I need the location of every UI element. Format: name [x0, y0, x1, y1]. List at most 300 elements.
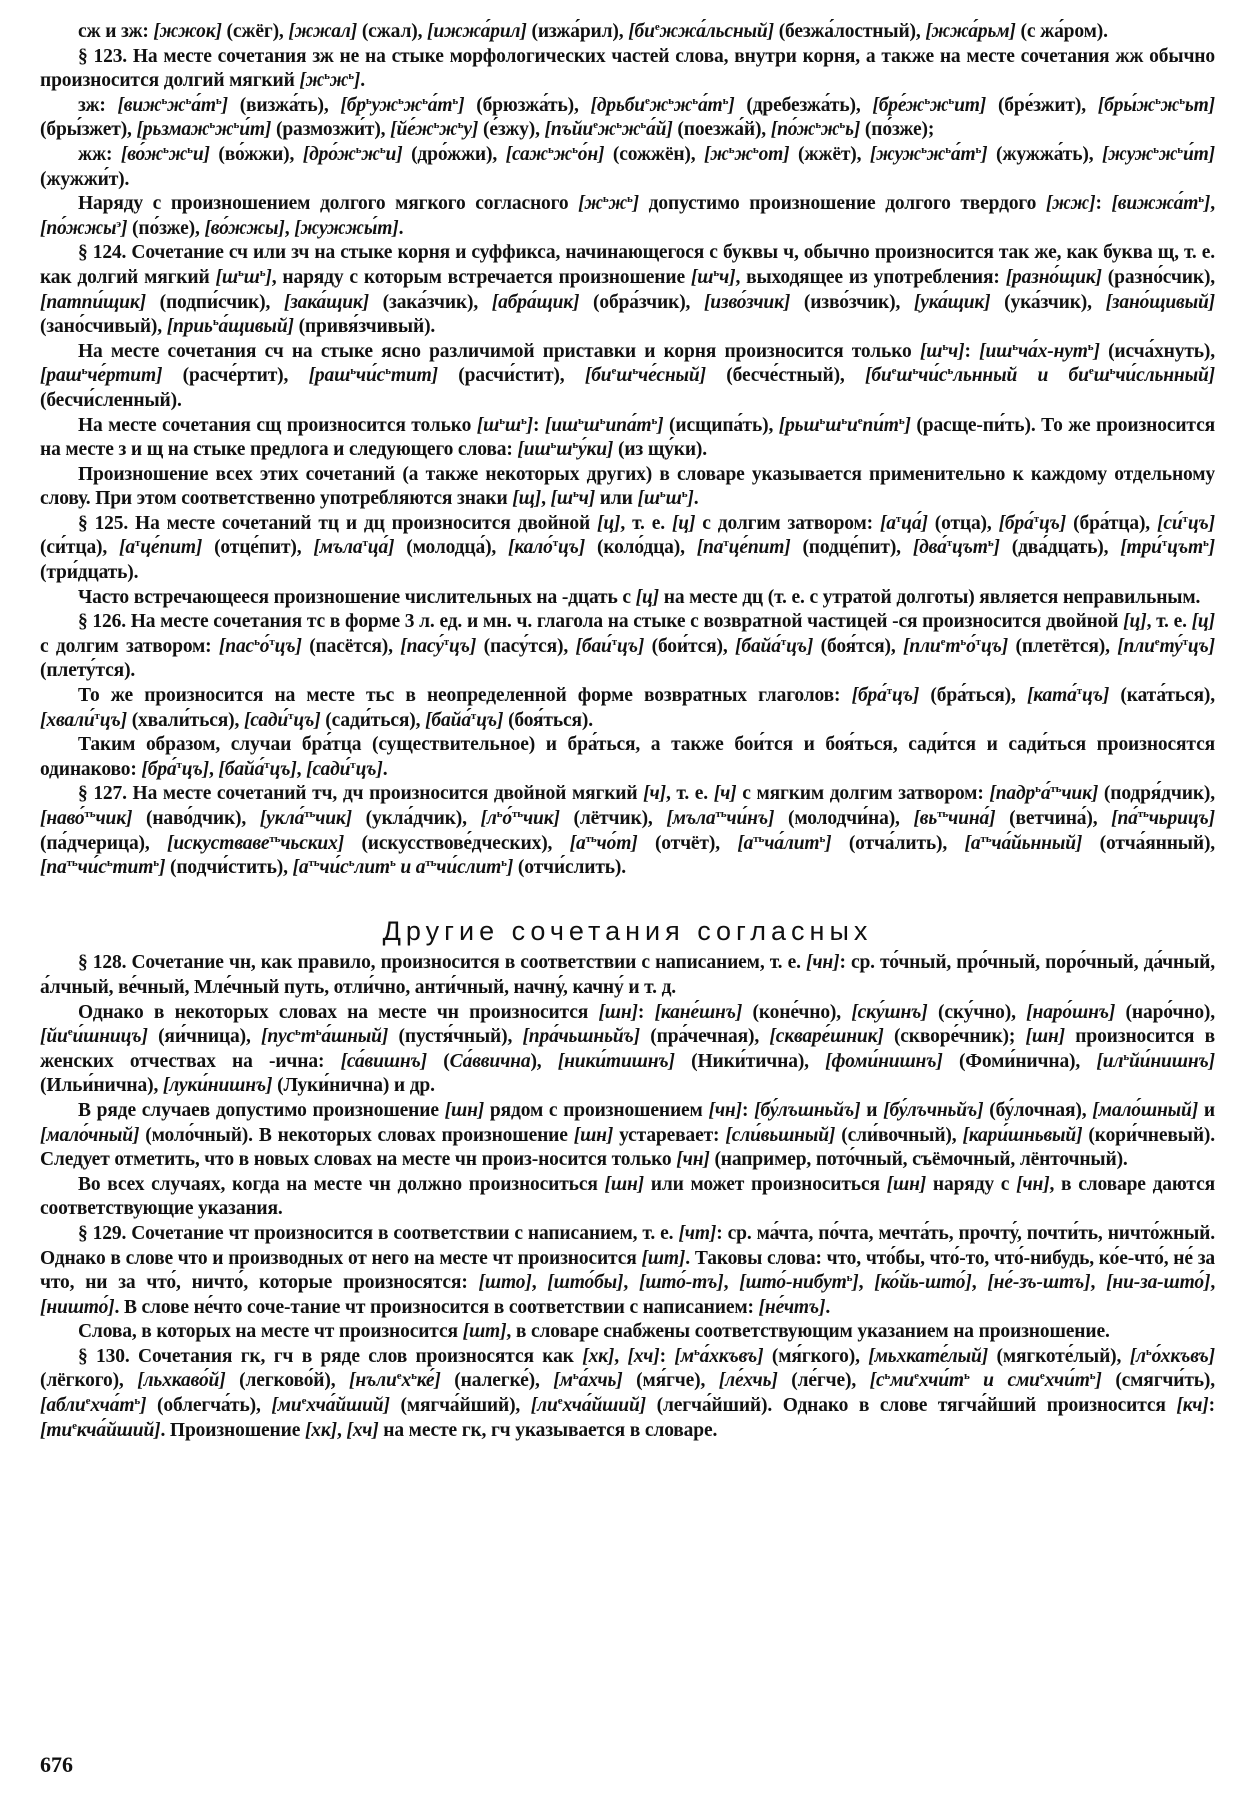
superscript: е [914, 1370, 919, 1383]
text: (отча́лить), [831, 832, 965, 854]
term: чн [368, 1173, 391, 1195]
transcription: че́сный] [637, 365, 706, 387]
paragraphs-after-heading [40, 951, 1215, 1443]
term: -дцать [561, 586, 618, 608]
term: дц [363, 512, 385, 534]
text: , т. е. как долгий мягкий [40, 242, 1215, 288]
text: на стыке корня и суффикса, начинающегося с буквы [309, 242, 784, 264]
text: : [637, 1001, 655, 1023]
transcription: [жжок] [153, 21, 222, 42]
transcription: чи́с [918, 365, 948, 387]
text: , [858, 1272, 875, 1294]
transcription: [што́-нибут [739, 1272, 847, 1294]
superscript: ь [324, 70, 330, 83]
term: ч [783, 242, 794, 264]
superscript: ь [752, 143, 759, 156]
text: : [741, 1099, 755, 1121]
text: : ср. ма́чта, по́чта, мечта́ть, прочту́, почти́ть, ничто́жный. Однако в слове [40, 1222, 1215, 1269]
superscript: ь [212, 316, 219, 329]
transcription: ьт] [1184, 94, 1216, 116]
text: (жужжа́ть), [987, 143, 1102, 165]
text: (сли́вочный), [835, 1124, 963, 1146]
transcription: ж [439, 119, 458, 141]
transcription: т [300, 1026, 316, 1048]
text: на стыке предлога и следующего слова: [163, 439, 518, 461]
transcription: уж [371, 94, 399, 116]
text: (мя́гкого), [763, 1345, 869, 1367]
transcription: чи́с [355, 365, 386, 387]
text: (укла́дчик), [351, 808, 481, 829]
term: зж [312, 45, 334, 67]
transcription: [скваре́шник] [769, 1026, 884, 1048]
transcription: а́хчь] [578, 1370, 623, 1392]
superscript: ь [602, 193, 609, 206]
text: . Произношение [160, 1419, 305, 1441]
term: § 126. [78, 611, 126, 633]
superscript: ь [912, 365, 919, 378]
transcription: [ш [690, 266, 714, 288]
superscript: ь [161, 94, 168, 107]
term: § 128. [78, 952, 127, 974]
transcription: [зано́щивый] [1105, 291, 1216, 313]
text: (привя́зчивый). [293, 316, 436, 338]
transcription: ] [1095, 1370, 1102, 1392]
transcription: [пасу́ [400, 635, 444, 657]
text: . Таковы слова: что, что́бы, что́-то, что́-нибудь, ко́е-что́, не́ за что, ни за что́, ничто́, которые произносятся: [40, 1247, 1215, 1294]
transcription: ж [329, 70, 349, 92]
transcription: ] [120, 217, 128, 239]
transcription: [шт] [462, 1321, 507, 1343]
superscript: е [67, 1026, 73, 1039]
text: На месте сочетания [78, 414, 257, 436]
superscript: т [1182, 512, 1188, 525]
transcription: ] [728, 94, 735, 116]
term: § 123. [78, 45, 128, 67]
transcription: чи́слит [436, 857, 502, 879]
term: чн [228, 952, 251, 974]
text: произносится в соответствии с написанием: [365, 1296, 759, 1318]
transcription: хча́йший] [562, 1395, 646, 1417]
term: тс [306, 611, 325, 633]
transcription: [вь [913, 808, 938, 829]
transcription: а́шный] [321, 1026, 389, 1048]
text: произносится в женских отчествах на [40, 1026, 1215, 1072]
transcription: [што́бы] [547, 1272, 624, 1294]
superscript: т [1076, 685, 1083, 698]
text: произносится [512, 1247, 642, 1269]
paragraphs-before-heading [40, 20, 1215, 881]
transcription: [сли́вьшный] [725, 1124, 836, 1146]
transcription: ж [673, 94, 693, 116]
superscript: е [557, 1395, 563, 1408]
transcription: ж [621, 119, 641, 141]
transcription: цъ] [617, 635, 645, 657]
transcription: [иш [517, 439, 551, 461]
term: дц [742, 586, 764, 608]
superscript: ь [185, 94, 192, 107]
superscript: ь [987, 537, 994, 550]
transcription: ш [583, 414, 600, 436]
superscript: ь [81, 365, 88, 378]
text: , [284, 217, 295, 239]
transcription: ] [1208, 537, 1216, 559]
superscript: ть [512, 808, 523, 820]
text: (налегке́), [440, 1370, 554, 1392]
text: То же произносится на месте [78, 685, 366, 707]
text: (дро́жжи), [402, 143, 506, 165]
text: (наво́дчик), [132, 808, 260, 829]
superscript: ь [846, 1272, 853, 1285]
transcription: [ц] [597, 512, 621, 534]
superscript: ь [187, 143, 193, 156]
superscript: ь [839, 119, 846, 132]
transcription: [льхкаво́й] [137, 1370, 226, 1392]
transcription: [три́ [1120, 537, 1162, 559]
text: (смягчи́ть), [1101, 1370, 1216, 1392]
transcription: [рьзмаж [136, 119, 210, 141]
transcription: ] [1203, 193, 1211, 215]
superscript: т [288, 709, 294, 722]
transcription: [жжал] [288, 21, 358, 42]
text: (исщипа́ть), [663, 414, 779, 436]
transcription: цъ] [293, 709, 321, 731]
text: На месте сочетания [127, 45, 313, 67]
dictionary-page [40, 20, 1215, 1443]
text: (дребезжа́ть), [734, 94, 873, 116]
transcription: о́ [502, 808, 513, 829]
superscript: т [94, 709, 100, 722]
transcription: [бры́ж [1097, 94, 1156, 116]
superscript: ть [66, 857, 78, 870]
text: (бу́лочная), [983, 1099, 1093, 1121]
text: (Ники́тична), [674, 1050, 826, 1072]
text: . В слове [114, 1296, 194, 1318]
text: (с жа́ром). [1015, 21, 1108, 42]
text: (сади́ться), [320, 709, 426, 731]
transcription: [мало́чный] [40, 1124, 140, 1146]
transcription: ту́ [1159, 635, 1183, 657]
superscript: ь [1198, 193, 1204, 206]
superscript: ь [599, 414, 606, 427]
text: (отчёт), [637, 832, 738, 854]
transcription: [што] [478, 1272, 532, 1294]
transcription: [абра́щик] [491, 291, 580, 313]
text: в неопределенной форме возвратных глаголов: [394, 685, 852, 707]
text: Слова, в которых на месте [78, 1321, 314, 1343]
paragraph [40, 241, 1215, 339]
text: (мягкоте́лый), [988, 1345, 1130, 1367]
text: (расче́ртит), [162, 365, 309, 387]
superscript: ть [1137, 808, 1149, 820]
transcription: [бр [340, 94, 366, 116]
text: Однако в некоторых словах на месте [78, 1001, 437, 1023]
superscript: ь [215, 94, 222, 107]
term: гч [273, 1345, 294, 1367]
superscript: т [780, 635, 787, 648]
superscript: ь [616, 119, 622, 132]
text: рядом с произношением [484, 1099, 709, 1121]
transcription: ш [504, 414, 521, 436]
text: обычно произносится долгий мягкий [40, 45, 1215, 92]
superscript: ь [254, 635, 260, 648]
superscript: ь [295, 1026, 301, 1039]
text: : [964, 340, 980, 362]
transcription: [наро́шнъ] [1026, 1001, 1116, 1023]
transcription: ] [526, 414, 533, 436]
text: , как правило, произносится в соответствии с написанием, т. е. [250, 952, 806, 974]
transcription: цъ] [476, 709, 504, 731]
transcription: [с [869, 1370, 885, 1392]
text: , в словаре снабжены соответствующим указанием на произношение. [506, 1321, 1110, 1343]
superscript: ть [425, 857, 437, 870]
text: , [336, 1419, 347, 1441]
transcription: [хк] [582, 1345, 615, 1367]
transcription: чик] [95, 808, 133, 829]
text: , обычно произносится так же, как буква [793, 242, 1158, 264]
text: , наряду с которым встречается произношение [271, 266, 691, 288]
term: зч [291, 242, 310, 264]
superscript: е [301, 1395, 307, 1408]
paragraph [40, 340, 1215, 414]
text: (легково́й), [225, 1370, 350, 1392]
text: (мя́гче), [622, 1370, 719, 1392]
text: . [382, 758, 388, 780]
transcription: [си́ [1157, 512, 1183, 534]
transcription: жжа́льсный] [659, 21, 774, 42]
text: на месте [659, 586, 743, 608]
transcription: [ш [919, 340, 943, 362]
transcription: [нъли [349, 1370, 397, 1392]
transcription: цъ] [274, 635, 302, 657]
transcription: хчи́т [1044, 1370, 1090, 1392]
superscript: ь [259, 266, 266, 279]
transcription: хча́т [90, 1395, 135, 1417]
text: или может произноситься [643, 1173, 887, 1195]
superscript: ь [945, 143, 951, 156]
text: произносится двойной [917, 611, 1124, 633]
superscript: ь [501, 857, 507, 870]
transcription: и] [192, 143, 210, 165]
transcription: цъ] [181, 758, 209, 780]
term: -ична [268, 1050, 318, 1072]
transcription: [хч] [627, 1345, 660, 1367]
text: (пасётся), [301, 635, 401, 657]
paragraph [40, 951, 1215, 1000]
text: с долгим затвором: [40, 635, 219, 657]
term: § 124. [78, 242, 127, 264]
transcription: ш [825, 414, 842, 436]
superscript: т [350, 758, 356, 771]
superscript: ь [1177, 143, 1183, 156]
transcription: [а [569, 832, 586, 854]
text: (лётчик), [559, 808, 667, 829]
superscript: е [85, 1395, 91, 1408]
superscript: ь [693, 1345, 700, 1358]
transcription: кча́йший] [76, 1419, 161, 1441]
term: жж [1115, 45, 1144, 67]
transcription: [а [879, 512, 896, 534]
paragraph [40, 1320, 1215, 1345]
term: § 127. [78, 783, 127, 805]
transcription: чьских] [280, 832, 345, 854]
transcription: ж [403, 94, 423, 116]
transcription: [ч] [643, 783, 666, 805]
transcription: [луки́нишнъ] [162, 1075, 273, 1097]
transcription: [ми [271, 1395, 302, 1417]
text: , выходящее из употребления: [735, 266, 1006, 288]
text: (сожжён), [604, 143, 705, 165]
text: с [617, 586, 636, 608]
transcription: це́пит] [140, 537, 203, 559]
transcription: [шн] [598, 1001, 638, 1023]
text: или [247, 242, 292, 264]
superscript: ь [547, 143, 554, 156]
transcription: цъ] [1038, 512, 1067, 534]
superscript: т [552, 537, 558, 550]
text: Во всех случаях, когда на месте [78, 1173, 369, 1195]
transcription: чик] [1061, 783, 1099, 805]
superscript: е [891, 365, 897, 378]
transcription: [ката́ [1026, 685, 1077, 707]
superscript: ь [411, 1370, 417, 1383]
transcription: ш [243, 266, 260, 288]
text: , [208, 758, 219, 780]
transcription: ] [825, 832, 832, 854]
transcription: ж [608, 193, 627, 215]
superscript: ь [379, 143, 386, 156]
text: (скворе́чник); [883, 1026, 1026, 1048]
transcription: [ти [40, 1419, 73, 1441]
transcription: чьрицъ] [1148, 808, 1216, 829]
superscript: т [886, 685, 893, 698]
text: (е́зжу), [478, 119, 545, 141]
text: , [1210, 193, 1215, 215]
transcription: [байа́ [218, 758, 265, 780]
text: , т. е. [665, 783, 714, 805]
transcription: [бра́ [141, 758, 177, 780]
superscript: ь [884, 1370, 891, 1383]
transcription: [ш [215, 266, 238, 288]
text: в ряде слов произносятся как [293, 1345, 583, 1367]
transcription: чина́] [948, 808, 996, 829]
transcription: [сади́ [243, 709, 289, 731]
transcription: чи́сльнный] [1115, 365, 1216, 387]
superscript: ь [1203, 537, 1209, 550]
transcription: а́т [191, 94, 216, 116]
superscript: ь [1179, 94, 1185, 107]
transcription: [байа́ [735, 635, 781, 657]
transcription: т [945, 635, 961, 657]
superscript: ть [304, 808, 316, 820]
transcription: ча́йьнный] [991, 832, 1083, 854]
transcription: [чн] [708, 1099, 742, 1121]
transcription: [иш [979, 340, 1013, 362]
text: и производных от него на месте [207, 1247, 493, 1269]
transcription: ча́лит [764, 832, 820, 854]
superscript: ь [550, 439, 557, 452]
transcription: и а [395, 857, 426, 879]
text: , т. е. [620, 512, 672, 534]
text: или [595, 488, 638, 510]
transcription: [саж [505, 143, 548, 165]
transcription: цъ] [269, 758, 297, 780]
term: чт [228, 1222, 249, 1244]
term: чт [313, 1321, 335, 1343]
superscript: е [611, 365, 617, 378]
transcription: [ле́хчь] [718, 1370, 778, 1392]
transcription: цът [1167, 537, 1203, 559]
term: тьс [365, 685, 395, 707]
superscript: ть [585, 832, 597, 845]
superscript: ь [947, 365, 954, 378]
transcription: [падр [989, 783, 1036, 805]
text: , [971, 1272, 988, 1294]
transcription: чи́нъ] [726, 808, 775, 829]
superscript: ь [365, 94, 372, 107]
text: , в словаре даются соответствующие указания. [40, 1173, 1215, 1220]
transcription: [мъла [313, 537, 363, 559]
superscript: ь [815, 119, 821, 132]
text: , [623, 1272, 639, 1294]
transcription: цъ] [1187, 635, 1216, 657]
paragraph [40, 1001, 1215, 1099]
transcription: чи́с [77, 857, 107, 879]
transcription: [приь [166, 316, 213, 338]
transcription: [дрьби [590, 94, 646, 116]
paragraph [40, 733, 1215, 782]
text: На месте сочетаний [128, 512, 319, 534]
transcription: [кало́ [508, 537, 553, 559]
transcription: [м [553, 1370, 573, 1392]
term: сщ [256, 414, 282, 436]
text: (лёгкого), [40, 1370, 138, 1392]
transcription: [ш [476, 414, 500, 436]
transcription: и́т] [1182, 143, 1215, 165]
paragraph [40, 610, 1215, 684]
superscript: ь [627, 193, 633, 206]
transcription: [раш [40, 365, 82, 387]
transcription: ш [1093, 365, 1110, 387]
transcription: [ни-за-што́] [1106, 1272, 1211, 1294]
superscript: е [857, 414, 863, 427]
transcription: [ц] [671, 512, 696, 534]
text: (легча́йший). Однако в слове тягча́йший произносится [646, 1395, 1177, 1417]
text: , [1090, 1272, 1107, 1294]
superscript: ь [348, 70, 354, 83]
term: сч [228, 242, 248, 264]
superscript: е [396, 1370, 402, 1383]
term: § 129. [78, 1222, 127, 1244]
transcription: [щ] [512, 488, 542, 510]
transcription: [л [1129, 1345, 1146, 1367]
superscript: ь [520, 414, 527, 427]
text: , т. е. [1146, 611, 1192, 633]
transcription: [ж [704, 143, 729, 165]
transcription: ж [926, 143, 946, 165]
text: Наряду с произношением долгого мягкого согласного [78, 193, 579, 215]
transcription: лит [354, 857, 390, 879]
superscript: ь [389, 857, 396, 870]
transcription: [разно́щик] [1005, 266, 1102, 288]
text: . [398, 217, 404, 239]
transcription: [шт] [641, 1247, 686, 1269]
transcription: [чн] [805, 952, 840, 974]
transcription: [ж [299, 70, 325, 92]
superscript: ть [1050, 783, 1062, 796]
transcription: [шн] [886, 1173, 927, 1195]
transcription: [по́жжы [40, 217, 117, 239]
transcription: [во́жжы] [204, 217, 285, 239]
